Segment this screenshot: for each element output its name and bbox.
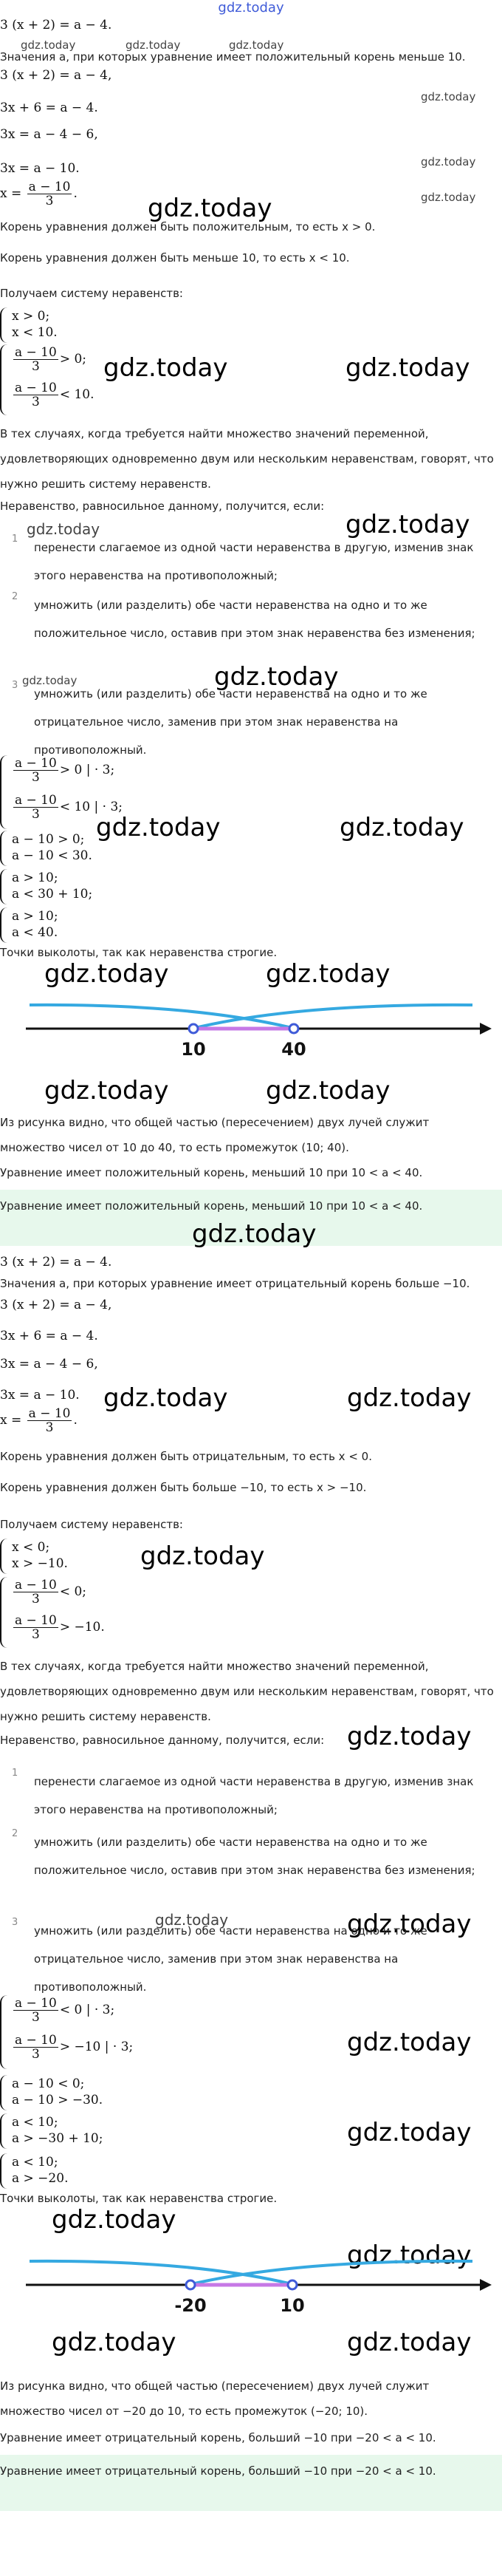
list-item: 1 перенести слагаемое из одной части неравенства в другую, изменив знак этого неравенства на противоположный; bbox=[12, 1768, 474, 1816]
task-intro: Значения a, при которых уравнение имеет положительный корень меньше 10. bbox=[0, 50, 466, 64]
note: Точки выколоты, так как неравенства строгие. bbox=[0, 2192, 278, 2205]
inequality-system: a < 10; a > −30 + 10; bbox=[0, 2113, 148, 2149]
inequality-system: a < 10; a > −20. bbox=[0, 2153, 148, 2189]
paragraph: В тех случаях, когда требуется найти множество значений переменной, удовлетворяющих одновременно двум или нескольким неравенствам, говорят, что нужно решить систему неравенств. bbox=[0, 1660, 494, 1723]
equation: 3x = a − 10. bbox=[0, 1388, 80, 1403]
equation: 3x = a − 10. bbox=[0, 161, 80, 176]
watermark: gdz.today bbox=[126, 38, 181, 52]
watermark: gdz.today bbox=[214, 662, 339, 692]
condition: Корень уравнения должен быть отрицательным, то есть x < 0. bbox=[0, 1450, 372, 1463]
watermark: gdz.today bbox=[44, 1076, 169, 1105]
inequality-system: $\frac{a - 10}{3}$ > 0 | · 3; $\frac{a - 10}{3}$ < 10 | · 3; bbox=[0, 755, 221, 829]
watermark: gdz.today bbox=[96, 813, 221, 842]
list-item: 3 умножить (или разделить) обе части неравенства на одно и то же отрицательное число, заменив при этом знак неравенства на противоположный. bbox=[12, 680, 427, 757]
inequality-system: a > 10; a < 40. bbox=[0, 907, 148, 943]
condition: Корень уравнения должен быть меньше 10, то есть x < 10. bbox=[0, 251, 350, 265]
watermark: gdz.today bbox=[345, 353, 470, 383]
list-item: 1 перенести слагаемое из одной части неравенства в другую, изменив знак этого неравенства на противоположный; bbox=[12, 534, 474, 582]
watermark: gdz.today bbox=[347, 1909, 472, 1939]
watermark: gdz.today bbox=[27, 520, 100, 538]
answer-text: Уравнение имеет положительный корень, меньший 10 при 10 < a < 40. bbox=[0, 1199, 423, 1213]
inequality-system: $\frac{a - 10}{3}$ < 0; $\frac{a - 10}{3}$ > −10. bbox=[0, 1577, 221, 1648]
watermark: gdz.today bbox=[345, 510, 470, 539]
watermark: gdz.today bbox=[229, 38, 284, 52]
inequality-system: a > 10; a < 30 + 10; bbox=[0, 869, 148, 904]
watermark: gdz.today bbox=[192, 1219, 317, 1249]
number-line bbox=[0, 2246, 502, 2320]
tick-label: 40 bbox=[281, 1039, 306, 1060]
root-formula: x = $\frac{a - 10}{3}$ . bbox=[0, 180, 78, 208]
watermark: gdz.today bbox=[347, 2028, 472, 2057]
equation: 3x + 6 = a − 4. bbox=[0, 1329, 98, 1343]
watermark: gdz.today bbox=[421, 191, 476, 204]
number-line bbox=[0, 990, 502, 1064]
inequality-system: x > 0; x < 10. bbox=[0, 307, 148, 343]
note: Точки выколоты, так как неравенства строгие. bbox=[0, 946, 278, 959]
watermark: gdz.today bbox=[103, 353, 228, 383]
watermark: gdz.today bbox=[347, 2328, 472, 2357]
watermark: gdz.today bbox=[140, 1541, 265, 1571]
watermark: gdz.today bbox=[148, 194, 272, 223]
list-item: 3 умножить (или разделить) обе части неравенства на одно и то же отрицательное число, заменив при этом знак неравенства на противоположный. bbox=[12, 1917, 427, 1994]
system-intro: Получаем систему неравенств: bbox=[0, 1518, 183, 1531]
watermark: gdz.today bbox=[347, 2118, 472, 2147]
equation: 3x = a − 4 − 6, bbox=[0, 127, 98, 142]
list-item: 2 умножить (или разделить) обе части неравенства на одно и то же положительное число, оставив при этом знак неравенства без изменения; bbox=[12, 1828, 475, 1877]
watermark: gdz.today bbox=[52, 2328, 176, 2357]
equation: 3 (x + 2) = a − 4, bbox=[0, 1298, 112, 1312]
conclusion: Из рисунка видно, что общей частью (пересечением) двух лучей служит множество чисел от 10 до 40, то есть промежуток (10; 40). bbox=[0, 1116, 430, 1154]
equation: 3 (x + 2) = a − 4, bbox=[0, 68, 112, 83]
paragraph: Неравенство, равносильное данному, получится, если: bbox=[0, 500, 325, 513]
equation: 3x = a − 4 − 6, bbox=[0, 1357, 98, 1372]
watermark: gdz.today bbox=[22, 674, 78, 687]
watermark: gdz.today bbox=[347, 1722, 472, 1751]
system-intro: Получаем систему неравенств: bbox=[0, 287, 183, 300]
inequality-system: x < 0; x > −10. bbox=[0, 1539, 148, 1574]
equation: 3 (x + 2) = a − 4. bbox=[0, 1255, 112, 1270]
watermark: gdz.today bbox=[421, 155, 476, 168]
equation: 3x + 6 = a − 4. bbox=[0, 100, 98, 115]
tick-label: 10 bbox=[280, 2295, 305, 2316]
equation: 3 (x + 2) = a − 4. bbox=[0, 18, 112, 33]
watermark: gdz.today bbox=[44, 959, 169, 989]
watermark: gdz.today bbox=[347, 1383, 472, 1413]
paragraph: Неравенство, равносильное данному, получится, если: bbox=[0, 1734, 325, 1747]
paragraph: В тех случаях, когда требуется найти множество значений переменной, удовлетворяющих одновременно двум или нескольким неравенствам, говорят, что нужно решить систему неравенств. bbox=[0, 427, 494, 491]
condition: Корень уравнения должен быть положительным, то есть x > 0. bbox=[0, 220, 376, 234]
condition: Корень уравнения должен быть больше −10, то есть x > −10. bbox=[0, 1481, 367, 1494]
watermark: gdz.today bbox=[421, 90, 476, 103]
conclusion: Из рисунка видно, что общей частью (пересечением) двух лучей служит множество чисел от −20 до 10, то есть промежуток (−20; 10). bbox=[0, 2379, 430, 2418]
watermark: gdz.today bbox=[340, 813, 464, 842]
answer-text: Уравнение имеет отрицательный корень, больший −10 при −20 < a < 10. bbox=[0, 2464, 436, 2478]
watermark: gdz.today bbox=[52, 2205, 176, 2235]
watermark: gdz.today bbox=[155, 1911, 229, 1929]
site-logo[interactable]: gdz.today bbox=[218, 0, 284, 16]
tick-label: 10 bbox=[181, 1039, 206, 1060]
tick-label: -20 bbox=[174, 2295, 207, 2316]
watermark: gdz.today bbox=[347, 2241, 472, 2270]
root-formula: x = $\frac{a - 10}{3}$ . bbox=[0, 1406, 78, 1435]
watermark: gdz.today bbox=[266, 1076, 391, 1105]
watermark: gdz.today bbox=[21, 38, 76, 52]
list-item: 2 умножить (или разделить) обе части неравенства на одно и то же положительное число, оставив при этом знак неравенства без изменения; bbox=[12, 591, 475, 640]
inequality-system: a − 10 > 0; a − 10 < 30. bbox=[0, 831, 148, 866]
inequality-system: a − 10 < 0; a − 10 > −30. bbox=[0, 2075, 148, 2110]
task-intro: Значения a, при которых уравнение имеет отрицательный корень больше −10. bbox=[0, 1277, 470, 1290]
watermark: gdz.today bbox=[103, 1383, 228, 1413]
inequality-system: $\frac{a - 10}{3}$ < 0 | · 3; $\frac{a - 10}{3}$ > −10 | · 3; bbox=[0, 1995, 221, 2069]
inequality-system: $\frac{a - 10}{3}$ > 0; $\frac{a - 10}{3}$ < 10. bbox=[0, 344, 221, 415]
watermark: gdz.today bbox=[266, 959, 391, 989]
answer-text: Уравнение имеет положительный корень, меньший 10 при 10 < a < 40. bbox=[0, 1166, 423, 1179]
answer-text: Уравнение имеет отрицательный корень, больший −10 при −20 < a < 10. bbox=[0, 2431, 436, 2444]
